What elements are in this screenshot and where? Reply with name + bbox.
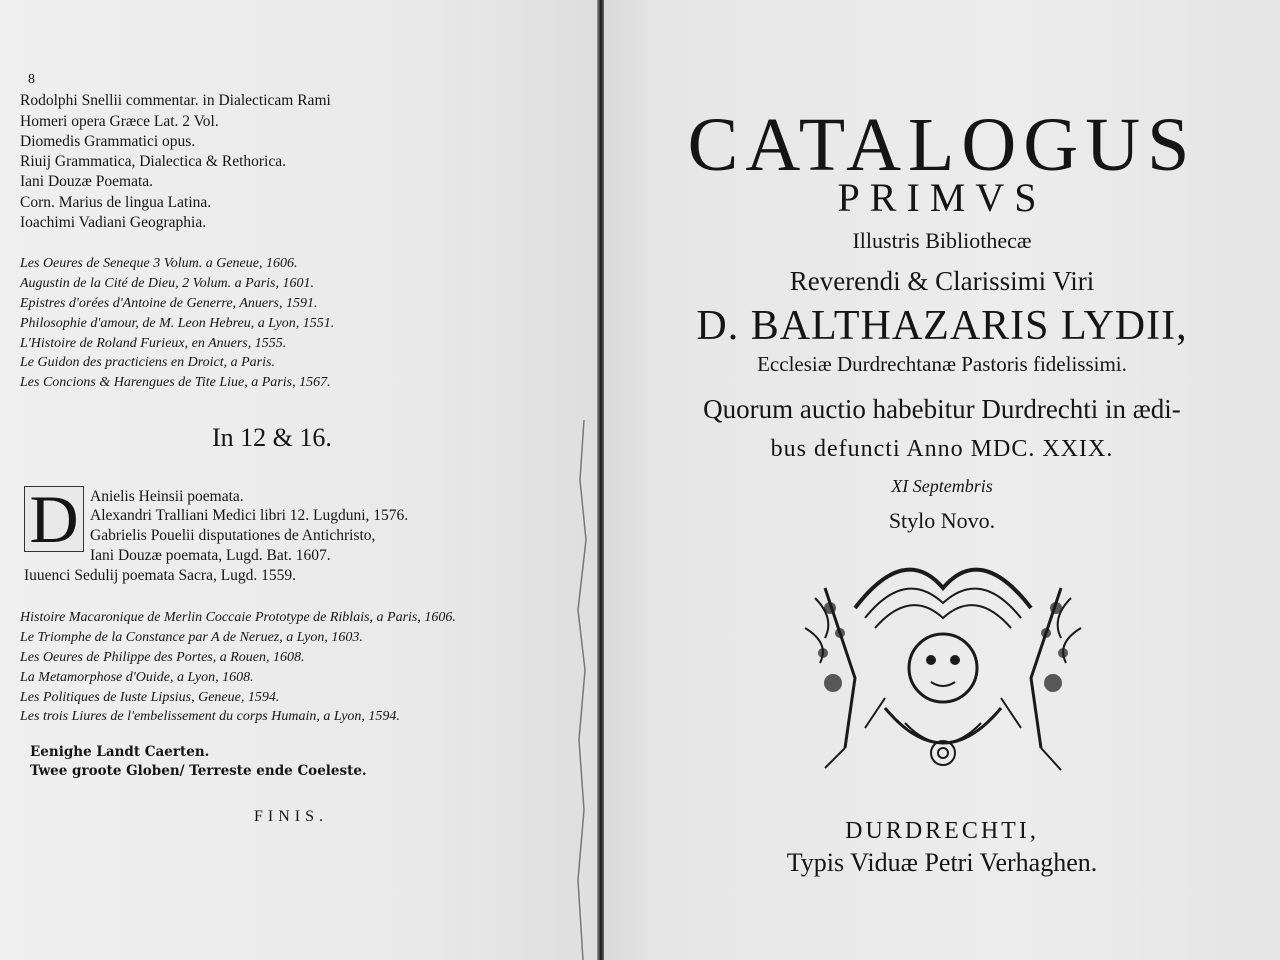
catalog-entry: L'Histoire de Roland Furieux, en Anuers, 1555. [20,336,287,351]
catalog-entry: Riuij Grammatica, Dialectica & Rethorica. [20,153,286,170]
imprint-printer: Typis Viduæ Petri Verhaghen. [786,848,1098,877]
title-line: Ecclesiæ Durdrechtanæ Pastoris fidelissimi. [757,352,1127,376]
catalog-entry: Les trois Liures de l'embelissement du corps Humain, a Lyon, 1594. [20,709,400,724]
catalog-entry: Les Politiques de Iuste Lipsius, Geneue, 1594. [20,690,280,705]
catalog-entry: Alexandri Tralliani Medici libri 12. Lugduni, 1576. [90,507,409,524]
catalog-entry: Diomedis Grammatici opus. [20,133,196,150]
catalog-entry: Rodolphi Snellii commentar. in Dialecticam Rami [20,92,331,109]
printers-device-icon [785,548,1101,780]
catalog-entry: Ioachimi Vadiani Geographia. [20,214,207,231]
catalog-entry: Twee groote Globen/ Terreste ende Coeleste. [30,763,367,779]
handwritten-date: XI Septembris [891,476,993,496]
catalog-subtitle: PRIMVS [837,175,1047,220]
title-line: Quorum auctio habebitur Durdrechti in ædi- [703,394,1181,424]
catalog-entry: Iani Douzæ poemata, Lugd. Bat. 1607. [90,547,331,564]
title-page [604,0,1280,960]
catalog-entry: Philosophie d'amour, de M. Leon Hebreu, a Lyon, 1551. [20,316,335,331]
title-line: Stylo Novo. [888,508,996,533]
owner-name: D. BALTHAZARIS LYDII, [696,303,1188,349]
catalog-entry: Les Concions & Harengues de Tite Liue, a Paris, 1567. [20,375,331,390]
drop-cap: D [24,486,84,552]
title-line: Reverendi & Clarissimi Viri [789,266,1095,296]
finis-mark: FINIS. [254,808,329,825]
catalog-title: CATALOGUS [687,103,1197,187]
catalog-entry: Histoire Macaronique de Merlin Coccaie Prototype de Riblais, a Paris, 1606. [20,610,456,625]
catalog-entry: Les Oeures de Philippe des Portes, a Rouen, 1608. [20,650,305,665]
section-heading: In 12 & 16. [212,423,332,452]
catalog-entry: La Metamorphose d'Ouide, a Lyon, 1608. [20,670,254,685]
catalog-entry: Augustin de la Cité de Dieu, 2 Volum. a Paris, 1601. [20,276,314,291]
catalog-entry: Gabrielis Pouelii disputationes de Antichristo, [90,527,376,544]
catalog-entry: Les Oeures de Seneque 3 Volum. a Geneue, 1606. [20,256,298,271]
left-page [0,0,598,960]
catalog-entry: Le Triomphe de la Constance par A de Neruez, a Lyon, 1603. [20,630,363,645]
catalog-entry: Homeri opera Græce Lat. 2 Vol. [20,113,219,130]
catalog-entry: Iuuenci Sedulij poemata Sacra, Lugd. 1559. [24,567,297,584]
catalog-entry: Epistres d'orées d'Antoine de Generre, Anuers, 1591. [20,296,318,311]
page-number: 8 [28,72,35,87]
catalog-entry: Corn. Marius de lingua Latina. [20,194,212,211]
imprint-city: DURDRECHTI, [845,818,1039,844]
catalog-entry: Anielis Heinsii poemata. [90,488,244,505]
title-line: Illustris Bibliothecæ [852,228,1032,253]
title-line: bus defuncti Anno MDC. XXIX. [770,436,1114,462]
catalog-entry: Eenighe Landt Caerten. [30,744,210,760]
page-tear [566,420,596,960]
catalog-entry: Le Guidon des practiciens en Droict, a Paris. [20,355,275,370]
catalog-entry: Iani Douzæ Poemata. [20,173,154,190]
